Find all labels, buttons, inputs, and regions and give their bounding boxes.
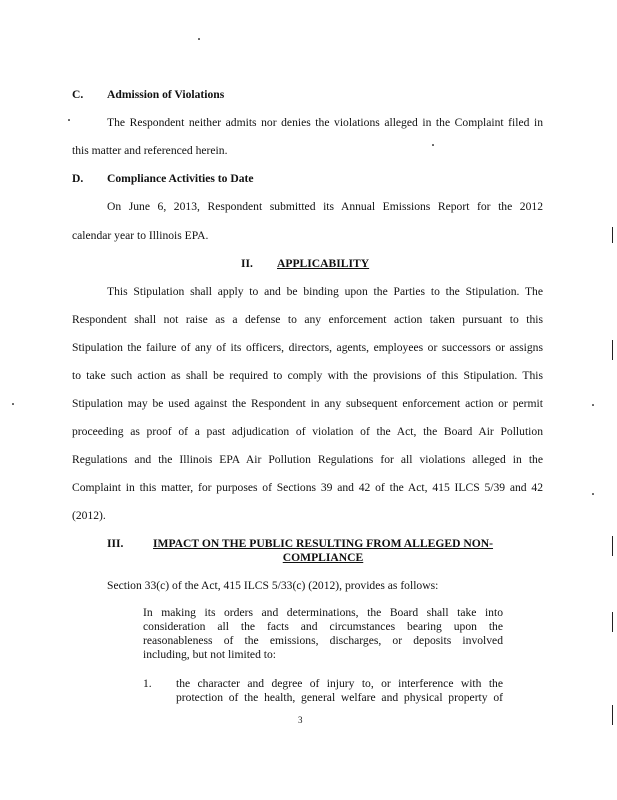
section-d-paragraph-line: calendar year to Illinois EPA. <box>72 229 209 242</box>
list-item-line: the character and degree of injury to, or interference with the <box>176 677 503 690</box>
section-ii-numeral: II. <box>241 257 253 270</box>
applicability-line: (2012). <box>72 509 106 522</box>
margin-change-bar <box>612 536 613 556</box>
scan-speck <box>592 493 594 495</box>
applicability-line: Stipulation may be used against the Respondent in any subsequent enforcement action or permit <box>72 397 543 410</box>
applicability-line: Stipulation the failure of any of its officers, directors, agents, employees or successors or assigns <box>72 341 543 354</box>
margin-change-bar <box>612 705 613 725</box>
section-d-letter: D. <box>72 172 84 185</box>
list-item-line: protection of the health, general welfare and physical property of <box>176 691 503 704</box>
section-c-letter: C. <box>72 88 84 101</box>
applicability-line: proceeding as proof of a past adjudication of violation of the Act, the Board Air Pollution <box>72 425 543 438</box>
scan-speck <box>432 144 434 146</box>
section-iii-heading-line: IMPACT ON THE PUBLIC RESULTING FROM ALLEGED NON- <box>152 537 494 550</box>
section-d-paragraph-line: On June 6, 2013, Respondent submitted its Annual Emissions Report for the 2012 <box>107 200 543 213</box>
margin-change-bar <box>612 612 613 632</box>
applicability-line: Respondent shall not raise as a defense to any enforcement action taken pursuant to this <box>72 313 543 326</box>
list-item-number: 1. <box>143 677 152 690</box>
quote-line: including, but not limited to: <box>143 648 276 661</box>
quote-line: In making its orders and determinations, the Board shall take into <box>143 606 503 619</box>
margin-change-bar <box>612 340 613 360</box>
section-c-paragraph-line: this matter and referenced herein. <box>72 144 228 157</box>
margin-change-bar <box>612 227 613 243</box>
section-c-heading: Admission of Violations <box>107 88 225 101</box>
section-iii-intro: Section 33(c) of the Act, 415 ILCS 5/33(c) (2012), provides as follows: <box>107 579 439 592</box>
scan-speck <box>12 403 14 405</box>
scan-speck <box>68 119 70 121</box>
applicability-line: This Stipulation shall apply to and be binding upon the Parties to the Stipulation. The <box>107 285 543 298</box>
section-iii-heading-line: COMPLIANCE <box>282 551 364 564</box>
applicability-line: Complaint in this matter, for purposes of Sections 39 and 42 of the Act, 415 ILCS 5/39 and 42 <box>72 481 543 494</box>
applicability-line: Regulations and the Illinois EPA Air Pollution Regulations for all violations alleged in the <box>72 453 543 466</box>
section-d-heading: Compliance Activities to Date <box>107 172 254 185</box>
page-number: 3 <box>298 715 303 725</box>
section-ii-heading: APPLICABILITY <box>277 257 370 270</box>
scan-speck <box>198 38 200 40</box>
quote-line: reasonableness of the emissions, discharges, or deposits involved <box>143 634 503 647</box>
scan-speck <box>592 404 594 406</box>
section-c-paragraph-line: The Respondent neither admits nor denies the violations alleged in the Complaint filed in <box>107 116 543 129</box>
section-iii-numeral: III. <box>107 537 124 550</box>
quote-line: consideration all the facts and circumstances bearing upon the <box>143 620 503 633</box>
applicability-line: to take such action as shall be required to comply with the provisions of this Stipulation. This <box>72 369 543 382</box>
